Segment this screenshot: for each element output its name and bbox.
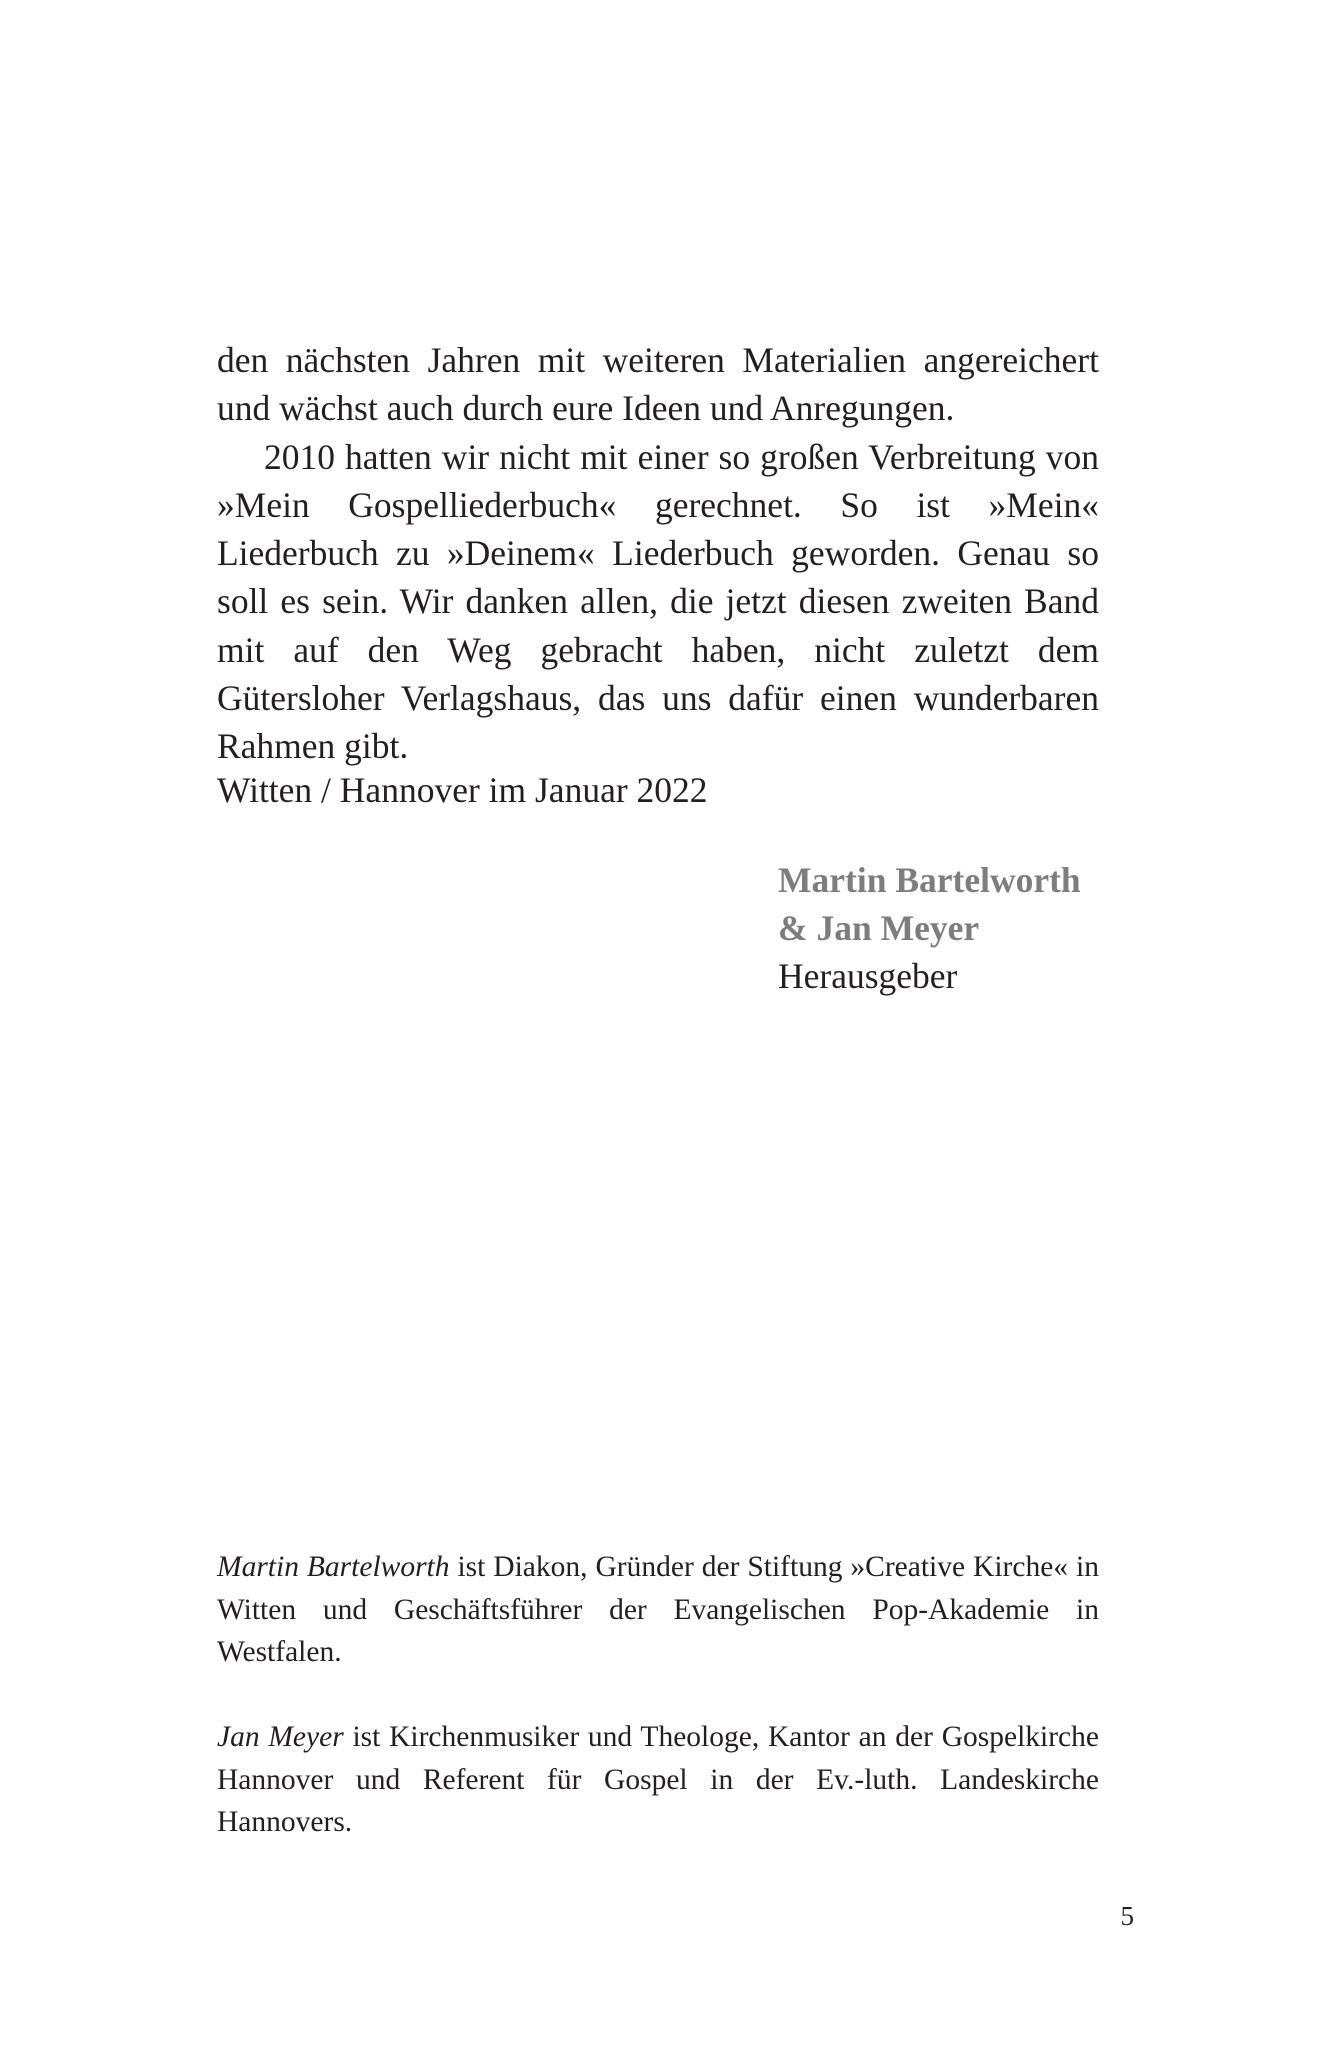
paragraph-thanks: 2010 hatten wir nicht mit einer so großen Verbreitung von »Mein Gospelliederbuch« gerechnet. So ist »Mein« Liederbuch zu »Deinem« Liederbuch geworden. Genau so soll es sein. Wir danken allen, die jetzt diesen zweiten Band mit auf den Weg gebracht haben, nicht zuletzt dem Gütersloher Verlagshaus, das uns dafür einen wunderbaren Rahmen gibt.	[217, 436, 1099, 767]
bio-name: Jan Meyer	[217, 1721, 344, 1753]
page-number: 5	[1120, 1901, 1134, 1931]
signature-name-1: Martin Bartelworth	[778, 860, 1081, 900]
bio-text: ist Kirchenmusiker und Theologe, Kantor an der Gospelkirche Hannover und Referent für Gospel in der Ev.-luth. Landeskirche Hannovers.	[217, 1721, 1099, 1839]
main-text	[217, 336, 1099, 771]
author-bio-meyer	[217, 1716, 1099, 1844]
signature-role: Herausgeber	[778, 956, 958, 996]
signature-block	[778, 856, 1081, 1000]
place-date: Witten / Hannover im Januar 2022	[217, 770, 708, 810]
author-bio-bartelworth	[217, 1546, 1099, 1674]
bio-name: Martin Bartelworth	[217, 1551, 450, 1583]
signature-name-2: & Jan Meyer	[778, 908, 980, 948]
paragraph-continuation: den nächsten Jahren mit weiteren Materialien angereichert und wächst auch durch eure Ideen und Anregungen.	[217, 340, 1099, 429]
bio-text: ist Diakon, Gründer der Stiftung »Creative Kirche« in Witten und Geschäftsführer der Evangelischen Pop-Akademie in Westfalen.	[217, 1551, 1099, 1669]
